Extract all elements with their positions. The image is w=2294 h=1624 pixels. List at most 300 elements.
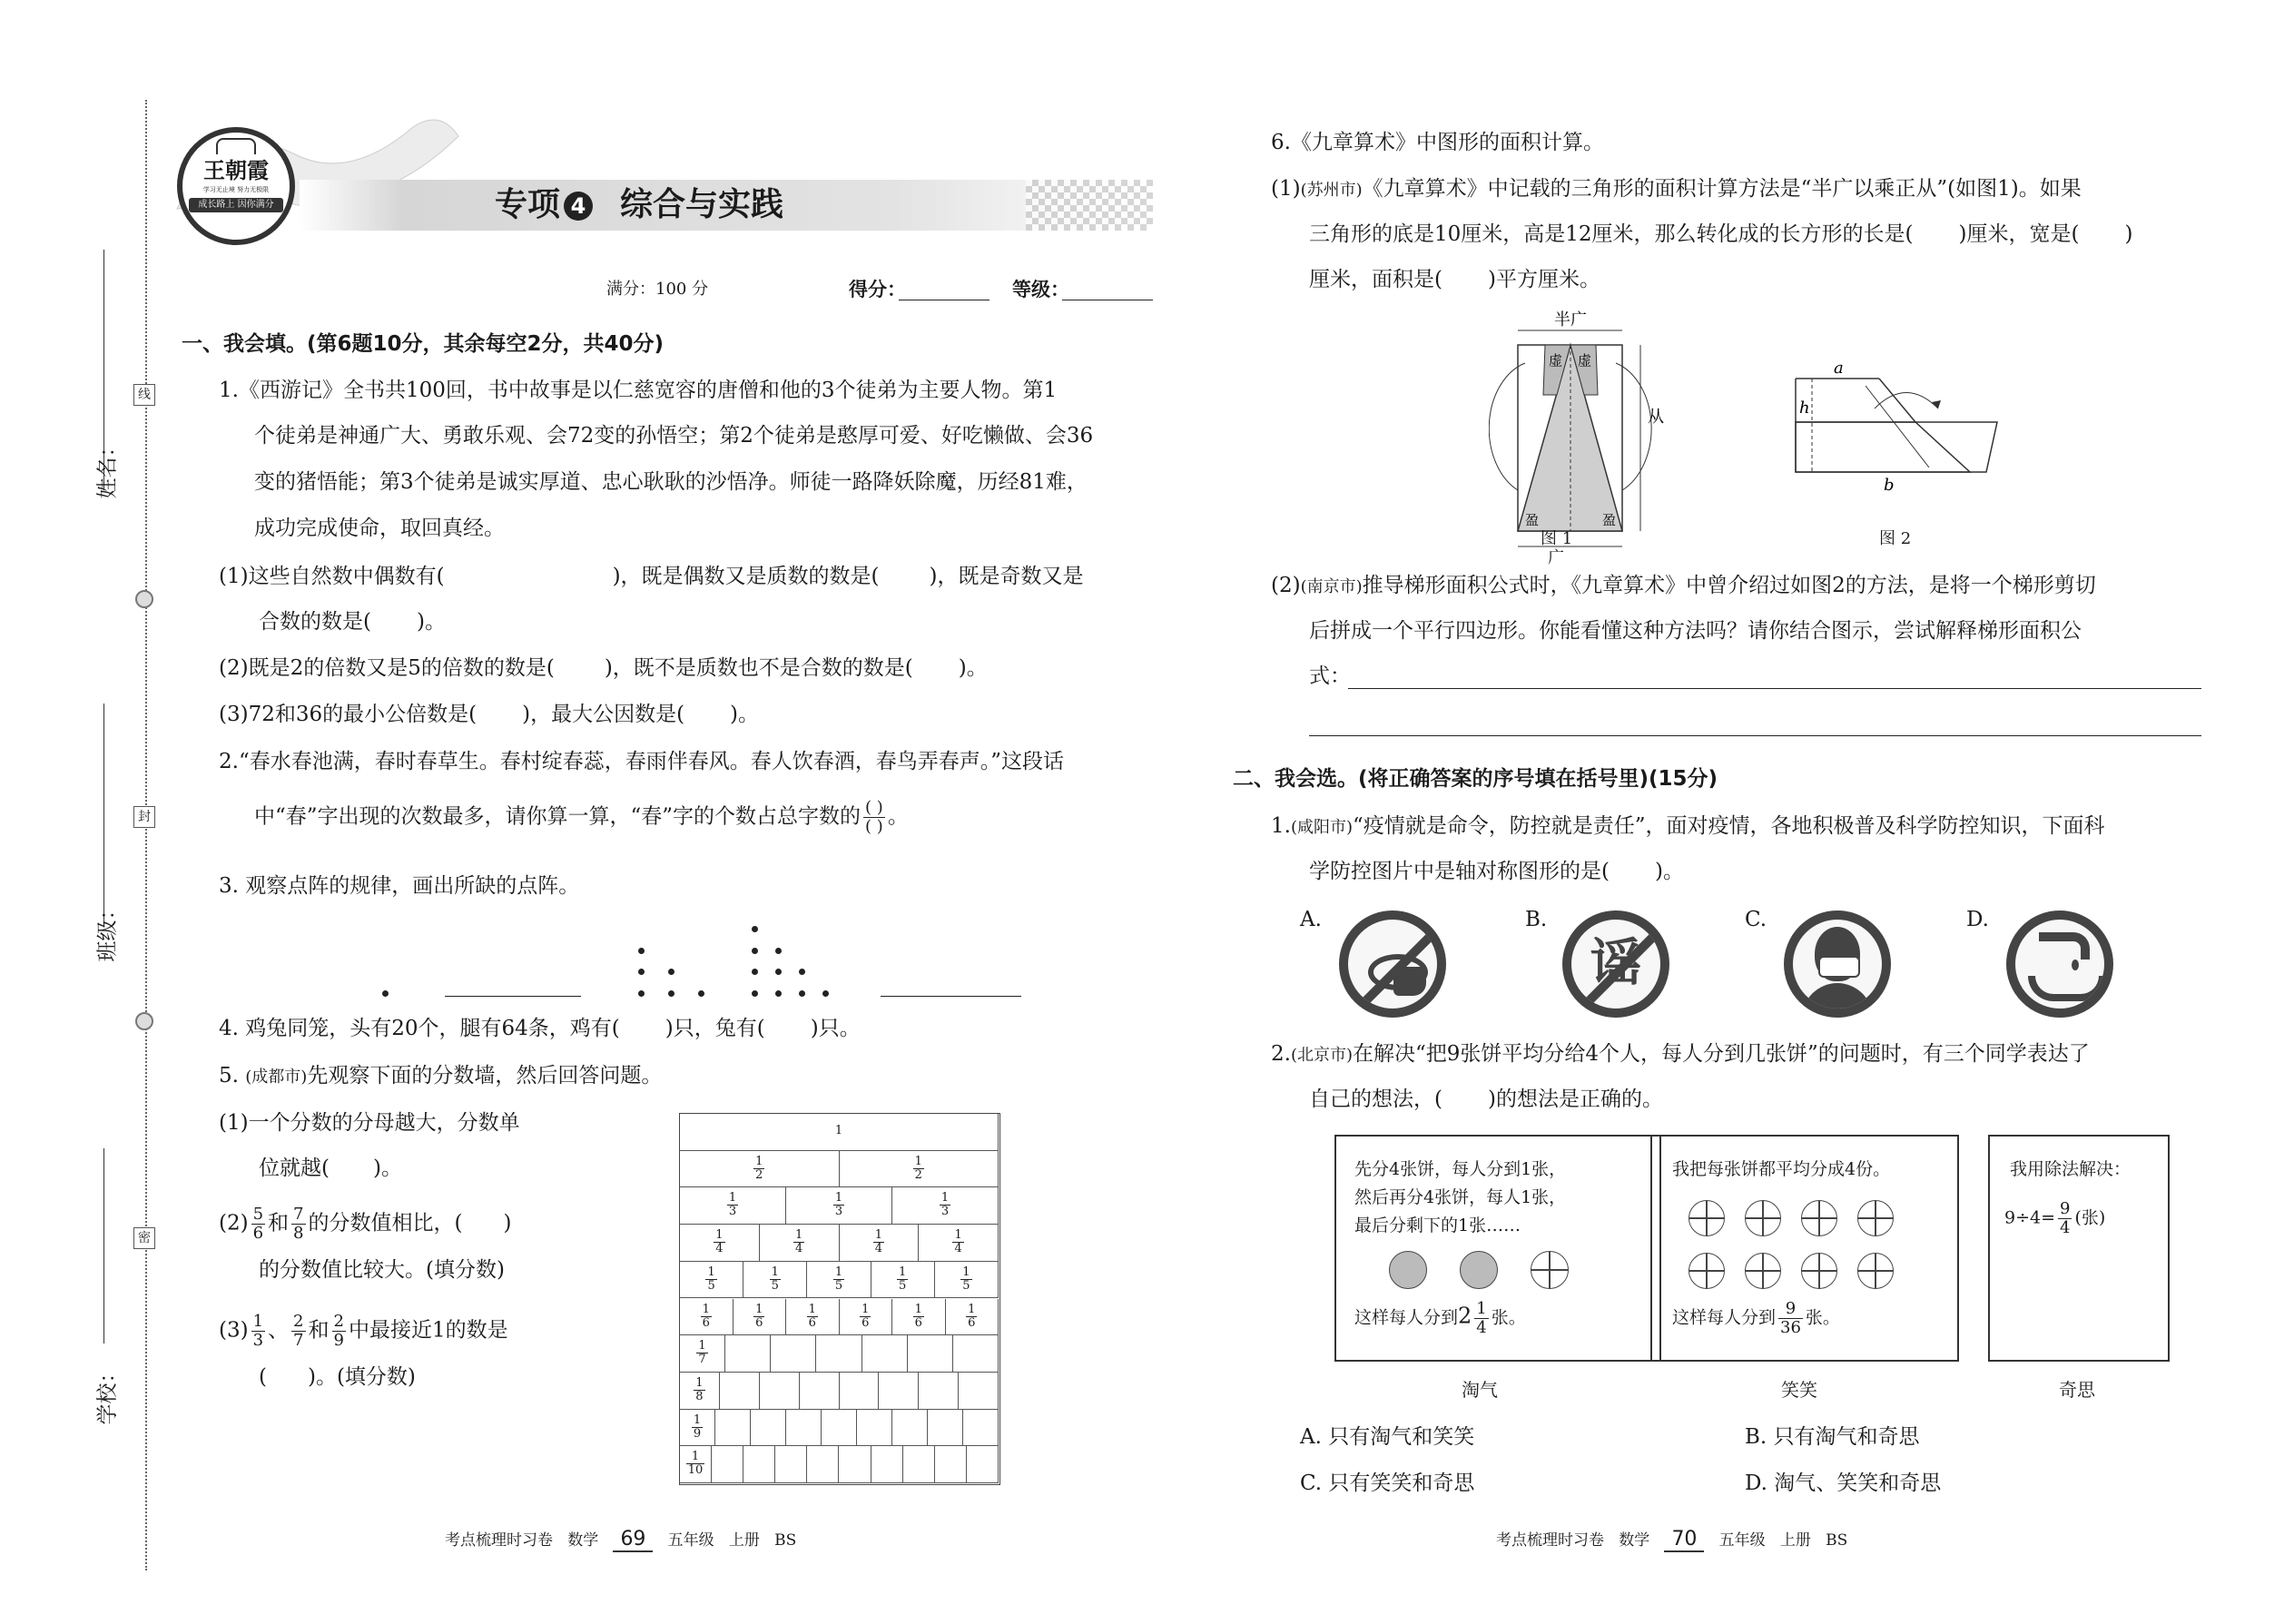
frac-num: 1 — [771, 1265, 779, 1279]
q6-head: 6.《九章算术》中图形的面积计算。 — [1271, 131, 1604, 154]
frac-den: 2 — [914, 1167, 922, 1182]
option-a-label[interactable]: A. — [1300, 908, 1322, 931]
frac-num: 1 — [808, 1302, 816, 1316]
option-c-label[interactable]: C. — [1745, 908, 1767, 931]
q5-sub3b — [259, 1363, 416, 1391]
dot — [775, 969, 782, 975]
dot — [668, 969, 674, 975]
fraction-label — [835, 1125, 842, 1137]
frac-den: 5 — [962, 1278, 970, 1293]
frac-num: 1 — [252, 1312, 264, 1331]
fraction-label — [753, 1304, 764, 1330]
page-number: 69 — [613, 1528, 653, 1552]
fraction-label — [692, 1414, 703, 1441]
body-shape — [1802, 983, 1873, 1018]
frac-num: 1 — [755, 1302, 763, 1316]
footer-subject: 数学 — [567, 1531, 599, 1550]
prohibit-slash — [1354, 916, 1446, 1012]
fraction-label — [705, 1266, 716, 1293]
dot — [638, 969, 645, 975]
quartered-pancake-icon — [1857, 1200, 1894, 1236]
ring-icon — [135, 1012, 153, 1030]
quartered-pancake-icon — [1689, 1200, 1725, 1236]
fraction-wall-cell — [733, 1299, 787, 1336]
fraction-label — [897, 1266, 908, 1293]
fraction-label — [833, 1192, 844, 1218]
q1-line4: 成功完成使命，取回真经。 — [254, 517, 505, 540]
q5-sub1b — [259, 1155, 402, 1182]
frac-num: 1 — [834, 1124, 843, 1137]
fraction-2-7 — [291, 1313, 305, 1350]
q1-sub1-e: )。 — [416, 610, 446, 634]
quartered-pancake-icon — [1801, 1200, 1837, 1236]
qisi-name: 奇思 — [2059, 1379, 2095, 1401]
checker-pattern — [1026, 180, 1153, 231]
fraction-wall-cell — [680, 1262, 743, 1299]
frac-den: 6 — [808, 1315, 816, 1330]
fraction-1-3 — [251, 1313, 265, 1350]
q6-1-l3b: )平方厘米。 — [1487, 268, 1600, 291]
frac-den: 2 — [755, 1167, 763, 1182]
fraction-wall-cell — [720, 1373, 760, 1410]
fraction-label — [913, 1304, 924, 1330]
quartered-pancakes — [1689, 1200, 1925, 1291]
footer-volume: 上册 — [1779, 1531, 1811, 1550]
fraction-wall-cell — [680, 1225, 760, 1262]
frac-den: 4 — [874, 1242, 883, 1256]
q2-answer-fraction[interactable] — [863, 799, 885, 836]
q5-head — [219, 1062, 662, 1091]
fraction-wall-cell — [725, 1335, 771, 1373]
frac-den: 6 — [861, 1315, 870, 1330]
frac-num: 2 — [293, 1312, 304, 1331]
q5-sub3 — [219, 1313, 508, 1350]
quartered-pancake-icon — [1531, 1251, 1569, 1289]
fraction-wall-row — [680, 1114, 999, 1151]
frac-num: 1 — [715, 1228, 724, 1243]
q2-paren-n: ( ) — [865, 798, 883, 817]
q5-sub2e: 的分数值比较大。(填分数) — [259, 1258, 505, 1282]
fraction-wall-cell — [840, 1225, 920, 1262]
fraction-wall-cell — [786, 1410, 822, 1447]
logo-slogan-2: 因你满分 — [237, 200, 274, 210]
dot — [698, 990, 704, 997]
fraction-wall-cell — [680, 1187, 786, 1225]
frac-num: 1 — [914, 1154, 922, 1168]
fraction-wall-cell — [892, 1299, 946, 1336]
fraction-wall-cell — [680, 1373, 720, 1410]
c2-line1 — [1271, 1040, 2090, 1069]
part1-heading: 一、我会填。(第6题10分，其余每空2分，共40分) — [182, 332, 665, 356]
q6-2-num: (2) — [1271, 574, 1301, 597]
q2-line2 — [254, 799, 909, 836]
c2-l2a: 自己的想法，( — [1309, 1088, 1442, 1111]
frac-num: 1 — [899, 1265, 907, 1279]
q5-sub1c: )。 — [372, 1156, 402, 1180]
q6-1-l2b: )厘米，宽是( — [1958, 222, 2080, 246]
q4-text — [219, 1015, 861, 1042]
xiaoxiao-l4b: 张。 — [1805, 1307, 1840, 1328]
xiaoxiao-l4a: 这样每人分到 — [1672, 1307, 1777, 1328]
hand-wash-icon[interactable] — [2006, 910, 2113, 1018]
fraction-label — [714, 1229, 724, 1255]
fraction-wall-row — [680, 1187, 999, 1225]
fraction-wall-cell — [892, 1410, 928, 1447]
q1-sub1 — [219, 563, 1084, 590]
q5-s3e: ( — [259, 1365, 267, 1389]
xiaoxiao-l1: 我把每张饼都平均分成4份。 — [1672, 1159, 1891, 1179]
frac-num: 1 — [861, 1302, 870, 1316]
fig1-bottom-label: 广 — [1548, 548, 1564, 567]
q5-s3c: 和 — [308, 1318, 330, 1343]
q4-c: )只。 — [810, 1017, 861, 1040]
faucet-shape — [2039, 932, 2090, 960]
q6-1-l2a: 三角形的底是10厘米，高是12厘米，那么转化成的长方形的长是( — [1309, 222, 1914, 246]
frac-num: 1 — [954, 1228, 962, 1243]
fraction-wall-row — [680, 1446, 999, 1483]
q6-1-line3 — [1309, 266, 1600, 293]
q6-1-l2c: ) — [2124, 222, 2133, 246]
fraction-wall-cell — [816, 1335, 861, 1373]
fraction-wall-cell — [680, 1446, 712, 1483]
fraction-label — [727, 1192, 738, 1218]
fraction-label — [753, 1156, 764, 1182]
frac-den: 9 — [333, 1331, 344, 1350]
no-eye-touch-icon[interactable] — [1339, 910, 1446, 1018]
taoqi-l1: 先分4张饼，每人分到1张， — [1354, 1159, 1567, 1179]
frac-den: 7 — [698, 1353, 706, 1367]
water-drop — [2072, 960, 2079, 970]
fraction-wall-cell — [871, 1446, 903, 1483]
fig1-side: 从 — [1648, 408, 1664, 427]
qisi-l2 — [2004, 1200, 2105, 1237]
frac-den: 7 — [293, 1331, 304, 1350]
dot — [822, 990, 829, 997]
frac-num: 1 — [686, 1451, 705, 1464]
dot — [799, 969, 805, 975]
q1-sub2 — [219, 655, 988, 682]
qisi-l2b: (张) — [2074, 1207, 2106, 1228]
q2-line1: 2.“春水春池满，春时春草生。春村绽春蕊，春雨伴春风。春人饮春酒，春鸟弄春声。”这段话 — [219, 750, 1064, 773]
q6-2-line3: 式： — [1309, 664, 1351, 688]
logo-slogan — [189, 198, 283, 212]
frac-num: 7 — [293, 1205, 304, 1224]
figure-1-caption: 图 1 — [1541, 529, 1573, 548]
pancake-icon — [1460, 1251, 1498, 1289]
footer-grade: 五年级 — [1718, 1531, 1766, 1550]
q5-sub2 — [219, 1206, 511, 1243]
taoqi-l4b: 张。 — [1491, 1307, 1526, 1328]
frac-den: 5 — [771, 1278, 779, 1293]
frac-num: 1 — [834, 1191, 843, 1206]
fig1-ying-2: 盈 — [1602, 512, 1617, 528]
q6-1-l3a: 厘米，面积是( — [1309, 268, 1442, 291]
q1-sub2-b: )，既不是质数也不是合数的数是( — [604, 656, 913, 680]
fraction-wall-cell — [857, 1410, 892, 1447]
frac-num: 9 — [2060, 1199, 2071, 1218]
fig1-arc-right — [1616, 363, 1651, 490]
fraction-wall-cell — [928, 1410, 963, 1447]
answer-line[interactable] — [445, 996, 581, 997]
c2-text: 在解决“把9张饼平均分给4个人，每人分到几张饼”的问题时，有三个同学表达了 — [1353, 1042, 2090, 1066]
rumor-glyph: 谣 — [1590, 934, 1641, 993]
frac-num: 1 — [968, 1302, 976, 1316]
footer-volume: 上册 — [728, 1531, 760, 1550]
xiaoxiao-result — [1672, 1300, 1840, 1337]
frac-num: 1 — [728, 1191, 737, 1206]
fraction-wall-cell — [680, 1114, 999, 1151]
frac-den: 6 — [252, 1224, 264, 1243]
score-label: 得分： — [849, 279, 906, 300]
fraction-wall-row — [680, 1410, 999, 1447]
mask-face-icon[interactable] — [1784, 910, 1891, 1018]
frac-den: 4 — [794, 1242, 803, 1256]
dot — [638, 990, 645, 997]
frac-num: 1 — [794, 1228, 803, 1243]
logo-motto: 学习无止境 努力无极限 — [202, 186, 270, 193]
footer-book: 考点梳理时习卷 — [445, 1531, 553, 1550]
fraction-wall-cell — [840, 1446, 871, 1483]
q1-sub2-a: (2)既是2的倍数又是5的倍数的数是( — [219, 656, 555, 680]
fraction-label — [696, 1340, 707, 1366]
q5-city: (成都市) — [245, 1068, 308, 1087]
quartered-pancake-icon — [1857, 1253, 1894, 1289]
fraction-wall-cell — [919, 1373, 959, 1410]
fig1-xu-2: 虚 — [1578, 352, 1592, 369]
frac-den: 4 — [954, 1242, 962, 1256]
q5-s2d: ) — [503, 1211, 512, 1235]
fraction-wall-row — [680, 1335, 999, 1373]
no-rumor-icon[interactable] — [1562, 910, 1669, 1018]
frac-num: 1 — [755, 1154, 763, 1168]
footer-grade: 五年级 — [667, 1531, 714, 1550]
c2-option-b[interactable]: B. 只有淘气和奇思 — [1745, 1425, 1920, 1449]
frac-den: 4 — [2060, 1218, 2071, 1237]
option-d-label[interactable]: D. — [1966, 908, 1989, 931]
fraction-label — [686, 1451, 705, 1477]
school-label: 学校： — [95, 1362, 120, 1425]
taoqi-l2: 然后再分4张饼，每人1张， — [1354, 1187, 1567, 1207]
q6-1-city: (苏州市) — [1300, 181, 1363, 200]
q6-2-line1 — [1271, 572, 2096, 601]
quartered-pancake-icon — [1689, 1253, 1725, 1289]
fig1-ying-1: 盈 — [1525, 512, 1540, 528]
q5-number: 5. — [219, 1064, 246, 1088]
taoqi-name: 淘气 — [1462, 1379, 1498, 1401]
pancake-icon — [1389, 1251, 1427, 1289]
fraction-wall-cell — [959, 1373, 999, 1410]
fraction-label — [807, 1304, 818, 1330]
logo-crown-icon — [216, 138, 256, 154]
frac-den: 6 — [914, 1315, 922, 1330]
right-footer — [1496, 1528, 1847, 1552]
frac-9-36 — [1778, 1300, 1803, 1337]
q5-s2a: (2) — [219, 1211, 249, 1235]
fraction-label — [701, 1304, 712, 1330]
seal-mark-1: 线 — [133, 384, 155, 406]
frac-num: 1 — [698, 1339, 706, 1353]
grade-blank[interactable] — [1062, 281, 1153, 300]
class-label: 班级： — [95, 899, 120, 962]
full-score: 满分：100 分 — [606, 280, 709, 299]
c1-line1 — [1271, 812, 2105, 842]
answer-line[interactable] — [1309, 735, 2201, 736]
q1-sub3 — [219, 701, 759, 728]
q1-sub3-c: )。 — [730, 703, 760, 726]
fraction-5-6 — [251, 1206, 265, 1243]
taoqi-result — [1354, 1300, 1526, 1337]
fraction-wall — [679, 1113, 1000, 1485]
fig2-trapezoid — [1796, 422, 1970, 472]
answer-line[interactable] — [881, 996, 1021, 997]
grade-label: 等级： — [1012, 279, 1069, 300]
q5-s3f: )。(填分数) — [307, 1365, 416, 1389]
frac-num: 1 — [940, 1191, 950, 1206]
section-title — [495, 183, 783, 227]
fraction-label — [966, 1304, 977, 1330]
seal-mark-2: 封 — [133, 806, 155, 828]
dot — [799, 990, 805, 997]
fig2-b: b — [1884, 476, 1895, 495]
dot — [382, 990, 389, 997]
fraction-wall-cell — [715, 1410, 751, 1447]
frac-num: 1 — [834, 1265, 843, 1279]
q5-head-text: 先观察下面的分数墙，然后回答问题。 — [307, 1064, 663, 1088]
mask-shape — [1818, 956, 1860, 978]
fraction-wall-cell — [892, 1187, 999, 1225]
frac-den: 3 — [834, 1205, 843, 1219]
frac-den: 36 — [1780, 1318, 1801, 1337]
footer-edition: BS — [774, 1531, 797, 1550]
footer-book: 考点梳理时习卷 — [1496, 1531, 1604, 1550]
fraction-wall-cell — [903, 1446, 935, 1483]
fraction-wall-cell — [743, 1262, 807, 1299]
dot — [752, 948, 758, 954]
frac-den: 6 — [755, 1315, 763, 1330]
q5-s3a: (3) — [219, 1318, 249, 1343]
fraction-label — [833, 1266, 844, 1293]
fraction-label — [940, 1192, 950, 1218]
frac-num: 1 — [962, 1265, 970, 1279]
left-footer — [445, 1528, 796, 1552]
c2-option-d[interactable]: D. 淘气、笑笑和奇思 — [1745, 1471, 1942, 1495]
c2-option-c[interactable]: C. 只有笑笑和奇思 — [1300, 1471, 1475, 1495]
frac-den: 4 — [715, 1242, 724, 1256]
q5-sub1a: (1)一个分数的分母越大，分数单 — [219, 1111, 520, 1135]
fig2-h-label: h — [1799, 399, 1810, 418]
q1-sub1-c: )，既是奇数又是 — [929, 565, 1084, 588]
fraction-wall-cell — [862, 1335, 908, 1373]
fraction-label — [694, 1377, 704, 1403]
frac-num: 5 — [252, 1205, 264, 1224]
c2-option-a[interactable]: A. 只有淘气和笑笑 — [1300, 1425, 1475, 1449]
frac-num: 9 — [1778, 1300, 1803, 1319]
frac-9-4 — [2058, 1200, 2072, 1237]
fig2-a: a — [1834, 359, 1844, 378]
fraction-wall-cell — [840, 1299, 893, 1336]
dot — [752, 969, 758, 975]
q1-line2: 个徒弟是神通广大、勇敢乐观、会72变的孙悟空；第2个徒弟是憨厚可爱、好吃懒做、会36 — [254, 424, 1094, 448]
fraction-label — [770, 1266, 781, 1293]
dot — [752, 926, 758, 932]
mixed-whole: 2 — [1458, 1303, 1472, 1329]
fraction-wall-cell — [963, 1410, 999, 1447]
logo-name: 王朝霞 — [203, 158, 269, 183]
q2-end: 。 — [887, 804, 909, 829]
qisi-box — [1988, 1135, 2170, 1362]
fraction-wall-row — [680, 1151, 999, 1188]
dot — [775, 948, 782, 954]
logo-slogan-1: 成长路上 — [198, 200, 235, 210]
q3-text: 3. 观察点阵的规律，画出所缺的点阵。 — [219, 874, 580, 898]
ring-icon — [135, 590, 153, 608]
dot — [668, 990, 674, 997]
fraction-wall-cell — [871, 1262, 935, 1299]
q5-s3b: 、 — [268, 1318, 290, 1343]
q5-s2c: 的分数值相比，( — [308, 1211, 463, 1235]
q1-sub1-cont — [259, 608, 446, 635]
c1-l2a: 学防控图片中是轴对称图形的是( — [1309, 860, 1610, 883]
c1-num: 1. — [1271, 814, 1291, 838]
logo-badge — [177, 127, 295, 245]
qisi-l2a: 9÷4= — [2004, 1207, 2056, 1228]
fraction-wall-cell — [807, 1262, 871, 1299]
figure-1 — [1489, 309, 1707, 554]
q1-sub3-a: (3)72和36的最小公倍数是( — [219, 703, 478, 726]
fraction-label — [860, 1304, 871, 1330]
fraction-wall-cell — [935, 1446, 967, 1483]
frac-den: 9 — [693, 1426, 702, 1441]
answer-line[interactable] — [1348, 688, 2201, 689]
quartered-pancake-icon — [1801, 1253, 1837, 1289]
taoqi-l3: 最后分剩下的1张…… — [1354, 1216, 1521, 1235]
q5-s2b: 和 — [268, 1211, 290, 1235]
frac-den: 8 — [293, 1224, 304, 1243]
class-line — [103, 704, 104, 926]
c2-line2 — [1309, 1086, 1663, 1113]
q6-2-city: (南京市) — [1300, 577, 1363, 596]
q1-sub3-b: )，最大公因数是( — [522, 703, 685, 726]
q6-1-line1 — [1271, 175, 2082, 204]
fraction-2-9 — [332, 1313, 346, 1350]
fraction-wall-cell — [807, 1446, 839, 1483]
fig1-arc-left — [1489, 363, 1525, 490]
fig1-xu-1: 虚 — [1549, 352, 1563, 369]
frac-num: 1 — [707, 1265, 715, 1279]
q1-line3: 变的猪悟能；第3个徒弟是诚实厚道、忠心耿耿的沙悟净。师徒一路降妖除魔，历经81难， — [254, 470, 1088, 494]
score-blank[interactable] — [899, 281, 989, 300]
hand-palm — [2028, 976, 2106, 1001]
frac-num: 1 — [693, 1412, 702, 1427]
q1-sub1-a: (1)这些自然数中偶数有( — [219, 565, 445, 588]
frac-num: 2 — [333, 1312, 344, 1331]
section-prefix: 专项 — [495, 186, 561, 223]
fraction-wall-cell — [946, 1299, 999, 1336]
footer-edition: BS — [1826, 1531, 1848, 1550]
quartered-pancake-icon — [1745, 1253, 1781, 1289]
fraction-wall-cell — [680, 1299, 733, 1336]
frac-num: 1 — [702, 1302, 710, 1316]
fraction-wall-cell — [967, 1446, 999, 1483]
option-b-label[interactable]: B. — [1525, 908, 1548, 931]
quartered-pancake-icon — [1745, 1200, 1781, 1236]
frac-den: 6 — [968, 1315, 976, 1330]
q6-2-line2: 后拼成一个平行四边形。你能看懂这种方法吗？请你结合图示，尝试解释梯形面积公 — [1309, 619, 2082, 643]
frac-den: 6 — [702, 1315, 710, 1330]
fraction-wall-row — [680, 1373, 999, 1410]
frac-num: 1 — [874, 1228, 883, 1243]
c1-city: (咸阳市) — [1290, 818, 1353, 837]
